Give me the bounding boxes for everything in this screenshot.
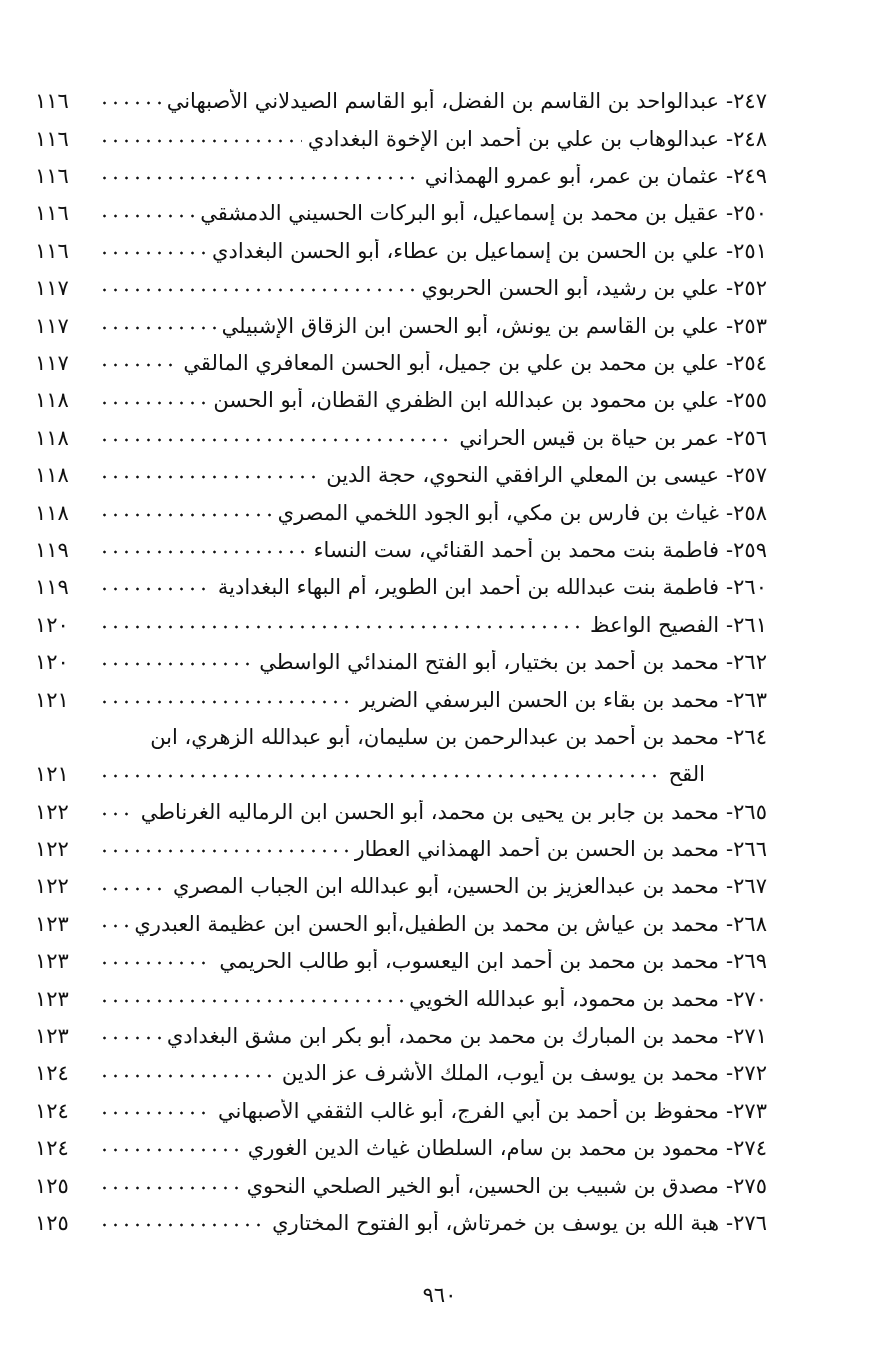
toc-entry [35, 525, 767, 562]
entry-number: ٢٥٦ [733, 425, 767, 450]
entry-title-continued: القح [668, 762, 705, 787]
entry-dash: - [726, 575, 734, 600]
dot-leader [99, 512, 272, 518]
entry-dash: - [726, 388, 734, 413]
entry-number: ٢٥٢ [733, 276, 767, 301]
entry-page: ١١٧ [35, 350, 69, 375]
dot-leader [99, 923, 128, 929]
toc-entry [35, 899, 767, 936]
entry-page: ١٢٥ [35, 1210, 69, 1235]
dot-leader [99, 1035, 161, 1041]
entry-title: محمد بن أحمد بن عبدالرحمن بن سليمان، أبو عبدالله الزهري، ابن [150, 724, 720, 749]
entry-title: غياث بن فارس بن مكي، أبو الجود اللخمي المصري [277, 500, 720, 525]
toc-entry [35, 1011, 767, 1048]
entry-title: علي بن محمود بن عبدالله ابن الظفري القطان، أبو الحسن [213, 388, 720, 413]
entry-dash: - [726, 1061, 734, 1086]
entry-title: علي بن القاسم بن يونش، أبو الحسن ابن الزقاق الإشبيلي [221, 313, 720, 338]
entry-page: ١١٧ [35, 276, 69, 301]
entry-page: ١٢٤ [35, 1136, 69, 1161]
dot-leader [99, 1185, 241, 1191]
toc-entry [35, 151, 767, 188]
entry-number: ٢٥٥ [733, 388, 767, 413]
dot-leader [99, 886, 167, 892]
dot-leader [99, 998, 403, 1004]
toc-entry [35, 786, 767, 823]
entry-number: ٢٦٤ [733, 724, 767, 749]
toc-entry [35, 861, 767, 898]
entry-title: علي بن محمد بن علي بن جميل، أبو الحسن المعافري المالقي [183, 350, 720, 375]
entry-dash: - [726, 89, 734, 114]
dot-leader [99, 287, 415, 293]
dot-leader [99, 362, 177, 368]
dot-leader [99, 250, 206, 256]
entry-page: ١١٧ [35, 313, 69, 338]
entry-title: محمد بن محمد بن أحمد ابن اليعسوب، أبو طالب الحريمي [219, 949, 720, 974]
toc-entry [35, 599, 767, 636]
dot-leader [99, 811, 135, 817]
entry-title: محمد بن بقاء بن الحسن البرسفي الضرير [358, 687, 720, 712]
entry-page: ١١٨ [35, 425, 69, 450]
entry-page: ١٢٣ [35, 986, 69, 1011]
toc-entry [35, 263, 767, 300]
page-number: ٩٦٠ [422, 1283, 457, 1307]
entry-number: ٢٥٧ [733, 463, 767, 488]
dot-leader [99, 624, 584, 630]
toc-entry [35, 1198, 767, 1235]
entry-title: مصدق بن شبيب بن الحسين، أبو الخير الصلحي النحوي [246, 1173, 720, 1198]
entry-page: ١٢٤ [35, 1098, 69, 1123]
entry-dash: - [726, 313, 734, 338]
entry-dash: - [726, 537, 734, 562]
toc-entry [35, 637, 767, 674]
entry-dash: - [726, 1173, 734, 1198]
toc-entry [35, 338, 767, 375]
dot-leader [99, 474, 320, 480]
dot-leader [99, 1147, 242, 1153]
entry-number: ٢٦٢ [733, 650, 767, 675]
entry-page: ١١٦ [35, 201, 69, 226]
toc-entry [35, 300, 767, 337]
entry-title: محمد بن أحمد بن بختيار، أبو الفتح المندائي الواسطي [259, 650, 720, 675]
dot-leader [99, 586, 212, 592]
entry-dash: - [726, 1210, 734, 1235]
entry-number: ٢٥٩ [733, 537, 767, 562]
entry-title: عمر بن حياة بن قيس الحراني [459, 425, 720, 450]
entry-number: ٢٧٤ [733, 1136, 767, 1161]
entry-number: ٢٦٣ [733, 687, 767, 712]
toc-entry [35, 1048, 767, 1085]
entry-dash: - [726, 1136, 734, 1161]
entry-title: محمد بن الحسن بن أحمد الهمذاني العطار [354, 837, 720, 862]
entry-number: ٢٤٩ [733, 164, 767, 189]
toc-entry [35, 113, 767, 150]
toc-entry [35, 226, 767, 263]
entry-number: ٢٥٤ [733, 350, 767, 375]
entry-title: محمد بن جابر بن يحيى بن محمد، أبو الحسن ابن الرماليه الغرناطي [140, 799, 720, 824]
entry-dash: - [726, 874, 734, 899]
entry-number: ٢٦٦ [733, 837, 767, 862]
entry-title: محمد بن يوسف بن أيوب، الملك الأشرف عز الدين [281, 1061, 720, 1086]
entry-number: ٢٦٠ [733, 575, 767, 600]
entry-title: عيسى بن المعلي الرافقي النحوي، حجة الدين [326, 463, 720, 488]
entry-title: عثمان بن عمر، أبو عمرو الهمذاني [424, 164, 720, 189]
table-of-contents [35, 76, 767, 1235]
entry-page: ١٢٢ [35, 799, 69, 824]
entry-number: ٢٤٨ [733, 126, 767, 151]
entry-title: فاطمة بنت عبدالله بن أحمد ابن الطوير، أم البهاء البغدادية [217, 575, 720, 600]
entry-title: هبة الله بن يوسف بن خمرتاش، أبو الفتوح المختاري [272, 1210, 720, 1235]
toc-entry [35, 562, 767, 599]
dot-leader [99, 549, 308, 555]
entry-page: ١٢١ [35, 687, 69, 712]
entry-dash: - [726, 425, 734, 450]
toc-entry [35, 712, 767, 787]
toc-entry [35, 487, 767, 524]
entry-page: ١٢١ [35, 762, 69, 787]
dot-leader [99, 400, 207, 406]
entry-number: ٢٧٣ [733, 1098, 767, 1123]
entry-page: ١١٩ [35, 537, 69, 562]
toc-entry [35, 936, 767, 973]
entry-number: ٢٦١ [733, 612, 767, 637]
entry-number: ٢٦٩ [733, 949, 767, 974]
entry-dash: - [726, 1098, 734, 1123]
dot-leader [99, 1110, 212, 1116]
entry-number: ٢٦٨ [733, 911, 767, 936]
entry-title: محمود بن محمد بن سام، السلطان غياث الدين الغوري [247, 1136, 720, 1161]
entry-page: ١١٦ [35, 164, 69, 189]
entry-dash: - [726, 837, 734, 862]
entry-title: عبدالوهاب بن علي بن أحمد ابن الإخوة البغدادي [307, 126, 720, 151]
toc-entry [35, 824, 767, 861]
entry-number: ٢٧٠ [733, 986, 767, 1011]
entry-dash: - [726, 126, 734, 151]
toc-entry [35, 973, 767, 1010]
entry-page: ١٢٢ [35, 837, 69, 862]
toc-entry [35, 413, 767, 450]
entry-number: ٢٥٨ [733, 500, 767, 525]
entry-dash: - [726, 201, 734, 226]
toc-entry [35, 674, 767, 711]
dot-leader [99, 325, 216, 331]
entry-number: ٢٥١ [733, 238, 767, 263]
entry-dash: - [726, 986, 734, 1011]
entry-title: الفصيح الواعظ [590, 612, 720, 637]
entry-number: ٢٤٧ [733, 89, 767, 114]
entry-dash: - [726, 500, 734, 525]
entry-dash: - [726, 650, 734, 675]
entry-dash: - [726, 276, 734, 301]
entry-dash: - [726, 724, 734, 749]
entry-dash: - [726, 463, 734, 488]
entry-page: ١٢٣ [35, 1024, 69, 1049]
entry-dash: - [726, 687, 734, 712]
dot-leader [99, 138, 302, 144]
dot-leader [99, 1222, 266, 1228]
entry-page: ١١٨ [35, 500, 69, 525]
dot-leader [99, 213, 194, 219]
entry-title: محمد بن محمود، أبو عبدالله الخويي [409, 986, 720, 1011]
toc-entry [35, 188, 767, 225]
dot-leader [99, 699, 353, 705]
entry-page: ١٢٣ [35, 911, 69, 936]
dot-leader [99, 848, 348, 854]
entry-dash: - [726, 238, 734, 263]
dot-leader [99, 661, 253, 667]
entry-title: محمد بن المبارك بن محمد بن محمد، أبو بكر ابن مشق البغدادي [166, 1024, 720, 1049]
dot-leader [99, 437, 453, 443]
entry-dash: - [726, 1024, 734, 1049]
entry-number: ٢٥٣ [733, 313, 767, 338]
entry-title: علي بن رشيد، أبو الحسن الحربوي [421, 276, 720, 301]
dot-leader [99, 175, 419, 181]
entry-title: علي بن الحسن بن إسماعيل بن عطاء، أبو الحسن البغدادي [212, 238, 720, 263]
entry-number: ٢٧١ [733, 1024, 767, 1049]
entry-page: ١١٦ [35, 89, 69, 114]
entry-title: عبدالواحد بن القاسم بن الفضل، أبو القاسم الصيدلاني الأصبهاني [166, 89, 720, 114]
entry-title: عقيل بن محمد بن إسماعيل، أبو البركات الحسيني الدمشقي [200, 201, 720, 226]
entry-dash: - [726, 612, 734, 637]
dot-leader [99, 100, 161, 106]
entry-page: ١١٨ [35, 463, 69, 488]
entry-number: ٢٧٢ [733, 1061, 767, 1086]
dot-leader [99, 1073, 276, 1079]
dot-leader [99, 960, 213, 966]
entry-page: ١١٦ [35, 126, 69, 151]
entry-page: ١١٩ [35, 575, 69, 600]
entry-title: محمد بن عبدالعزيز بن الحسين، أبو عبدالله ابن الجباب المصري [173, 874, 720, 899]
entry-page: ١٢٠ [35, 650, 69, 675]
entry-page: ١١٨ [35, 388, 69, 413]
entry-dash: - [726, 911, 734, 936]
toc-entry [35, 375, 767, 412]
entry-number: ٢٥٠ [733, 201, 767, 226]
entry-number: ٢٧٦ [733, 1210, 767, 1235]
entry-page: ١٢٠ [35, 612, 69, 637]
entry-dash: - [726, 799, 734, 824]
entry-title: فاطمة بنت محمد بن أحمد القنائي، ست النساء [313, 537, 720, 562]
toc-entry [35, 1086, 767, 1123]
toc-entry [35, 1160, 767, 1197]
entry-page: ١٢٥ [35, 1173, 69, 1198]
toc-entry [35, 450, 767, 487]
entry-title: محمد بن عياش بن محمد بن الطفيل،أبو الحسن ابن عظيمة العبدري [134, 911, 720, 936]
entry-page: ١٢٢ [35, 874, 69, 899]
entry-number: ٢٧٥ [733, 1173, 767, 1198]
dot-leader [99, 773, 663, 779]
entry-dash: - [726, 350, 734, 375]
entry-number: ٢٦٥ [733, 799, 767, 824]
entry-dash: - [726, 164, 734, 189]
toc-entry [35, 76, 767, 113]
entry-title: محفوظ بن أحمد بن أبي الفرج، أبو غالب الثقفي الأصبهاني [218, 1098, 720, 1123]
entry-page: ١٢٤ [35, 1061, 69, 1086]
entry-page: ١١٦ [35, 238, 69, 263]
entry-number: ٢٦٧ [733, 874, 767, 899]
entry-dash: - [726, 949, 734, 974]
toc-entry [35, 1123, 767, 1160]
entry-page: ١٢٣ [35, 949, 69, 974]
